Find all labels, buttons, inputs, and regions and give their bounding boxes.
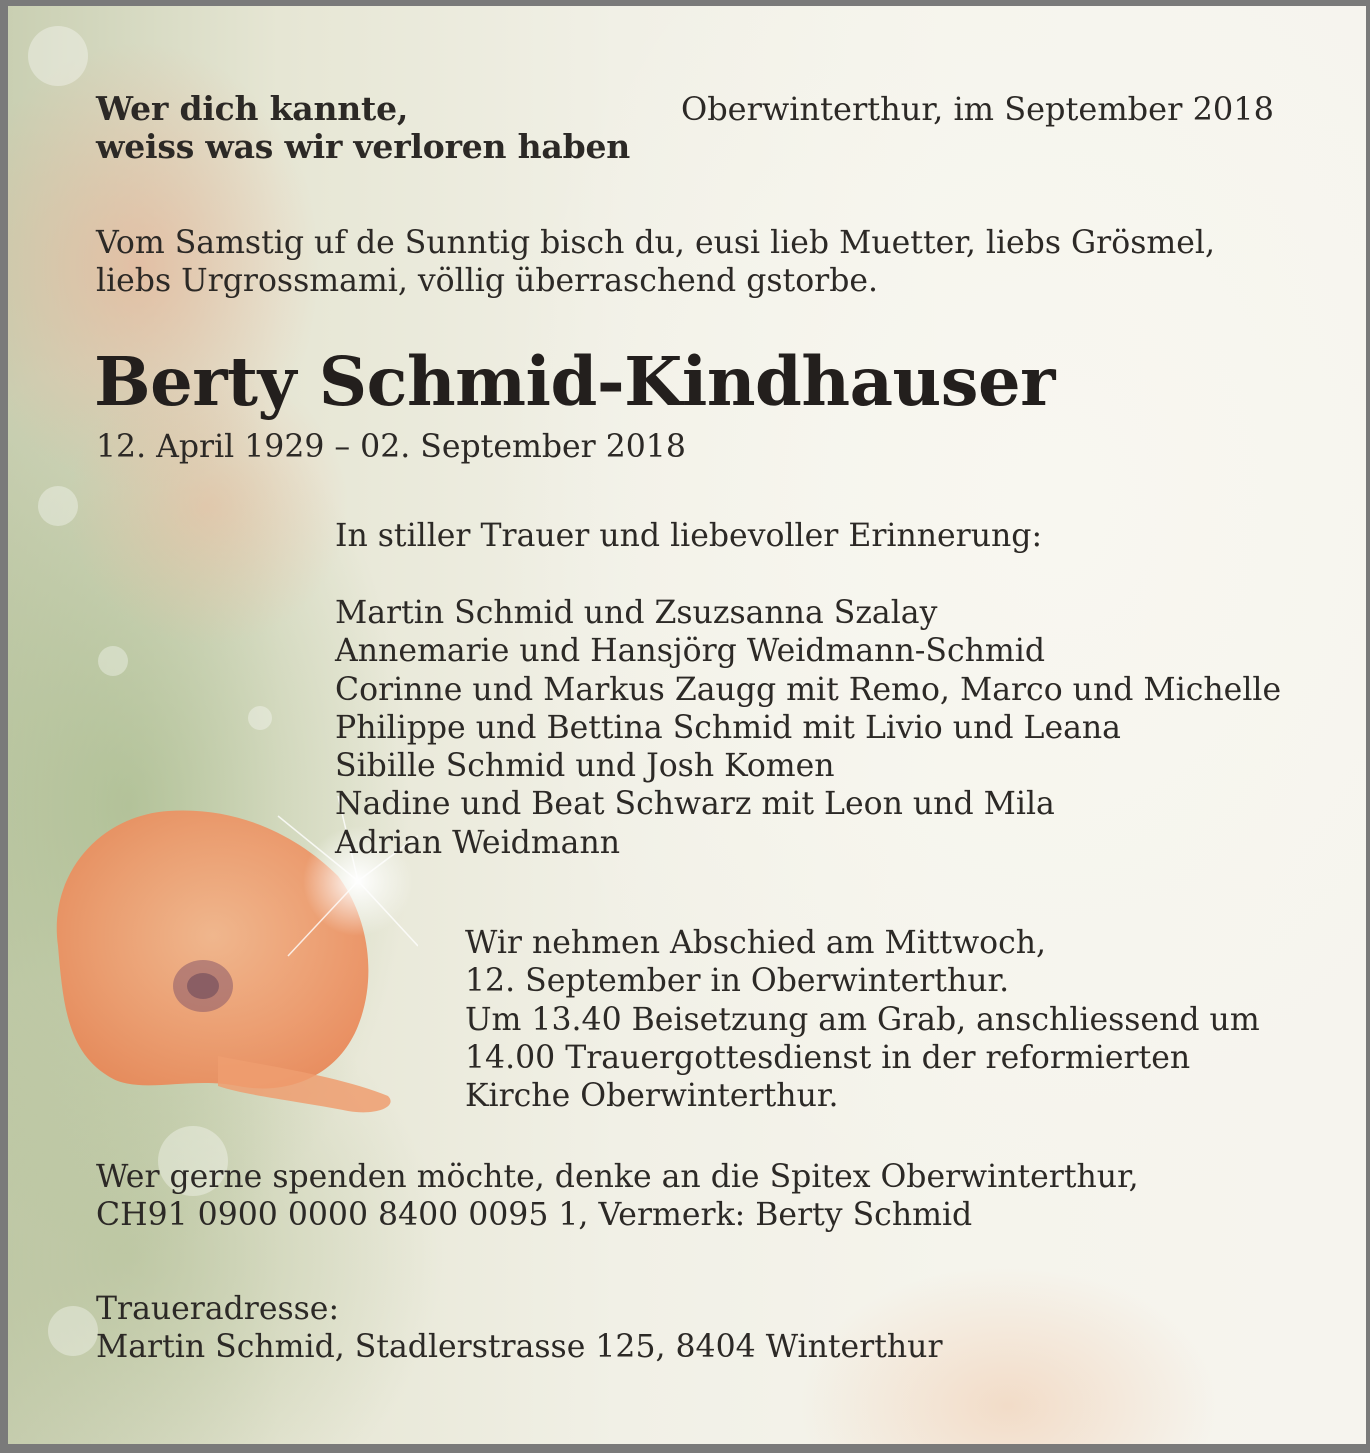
obituary-notice xyxy=(8,6,1366,1444)
donation-line: Wer gerne spenden möchte, denke an die Spitex Oberwinterthur, xyxy=(96,1159,1139,1195)
intro-line: Vom Samstig uf de Sunntig bisch du, eusi lieb Muetter, liebs Grösmel, xyxy=(96,225,1215,261)
intro-text xyxy=(96,224,1215,300)
mourners-list xyxy=(335,594,1281,862)
mourner-entry: Sibille Schmid und Josh Komen xyxy=(335,748,835,785)
bokeh-light xyxy=(28,26,88,86)
farewell-details xyxy=(465,924,1260,1115)
bokeh-light xyxy=(48,1306,98,1356)
intro-line: liebs Urgrossmami, völlig überraschend gstorbe. xyxy=(96,263,879,299)
bokeh-light xyxy=(38,486,78,526)
mourning-address xyxy=(96,1290,943,1367)
mourner-entry: Annemarie und Hansjörg Weidmann-Schmid xyxy=(335,633,1045,670)
mourner-entry: Corinne und Markus Zaugg mit Remo, Marco und Michelle xyxy=(335,671,1282,708)
donation-note xyxy=(96,1158,1139,1235)
donation-line: CH91 0900 0000 8400 0095 1, Vermerk: Berty Schmid xyxy=(96,1197,973,1234)
farewell-line: 14.00 Trauergottesdienst in der reformierten xyxy=(465,1039,1191,1076)
farewell-line: Kirche Oberwinterthur. xyxy=(465,1078,839,1115)
address-value: Martin Schmid, Stadlerstrasse 125, 8404 Winterthur xyxy=(96,1329,943,1366)
motto-line: Wer dich kannte, xyxy=(96,89,409,128)
deceased-name: Berty Schmid-Kindhauser xyxy=(94,342,1055,421)
motto xyxy=(96,90,630,166)
farewell-line: 12. September in Oberwinterthur. xyxy=(465,963,1010,1000)
mourner-entry: Adrian Weidmann xyxy=(335,824,621,861)
address-label: Traueradresse: xyxy=(96,1291,340,1327)
motto-line: weiss was wir verloren haben xyxy=(96,127,631,166)
farewell-line: Wir nehmen Abschied am Mittwoch, xyxy=(465,925,1047,961)
place-and-date: Oberwinterthur, im September 2018 xyxy=(680,90,1274,128)
mourner-entry: Martin Schmid und Zsuzsanna Szalay xyxy=(335,595,938,631)
bokeh-light xyxy=(98,646,128,676)
bokeh-light xyxy=(248,706,272,730)
mourning-heading: In stiller Trauer und liebevoller Erinnerung: xyxy=(335,518,1043,554)
farewell-line: Um 13.40 Beisetzung am Grab, anschliessend um xyxy=(465,1001,1260,1038)
life-dates: 12. April 1929 – 02. September 2018 xyxy=(96,429,686,465)
mourner-entry: Philippe und Bettina Schmid mit Livio und Leana xyxy=(335,709,1121,746)
mourner-entry: Nadine und Beat Schwarz mit Leon und Mila xyxy=(335,786,1055,823)
